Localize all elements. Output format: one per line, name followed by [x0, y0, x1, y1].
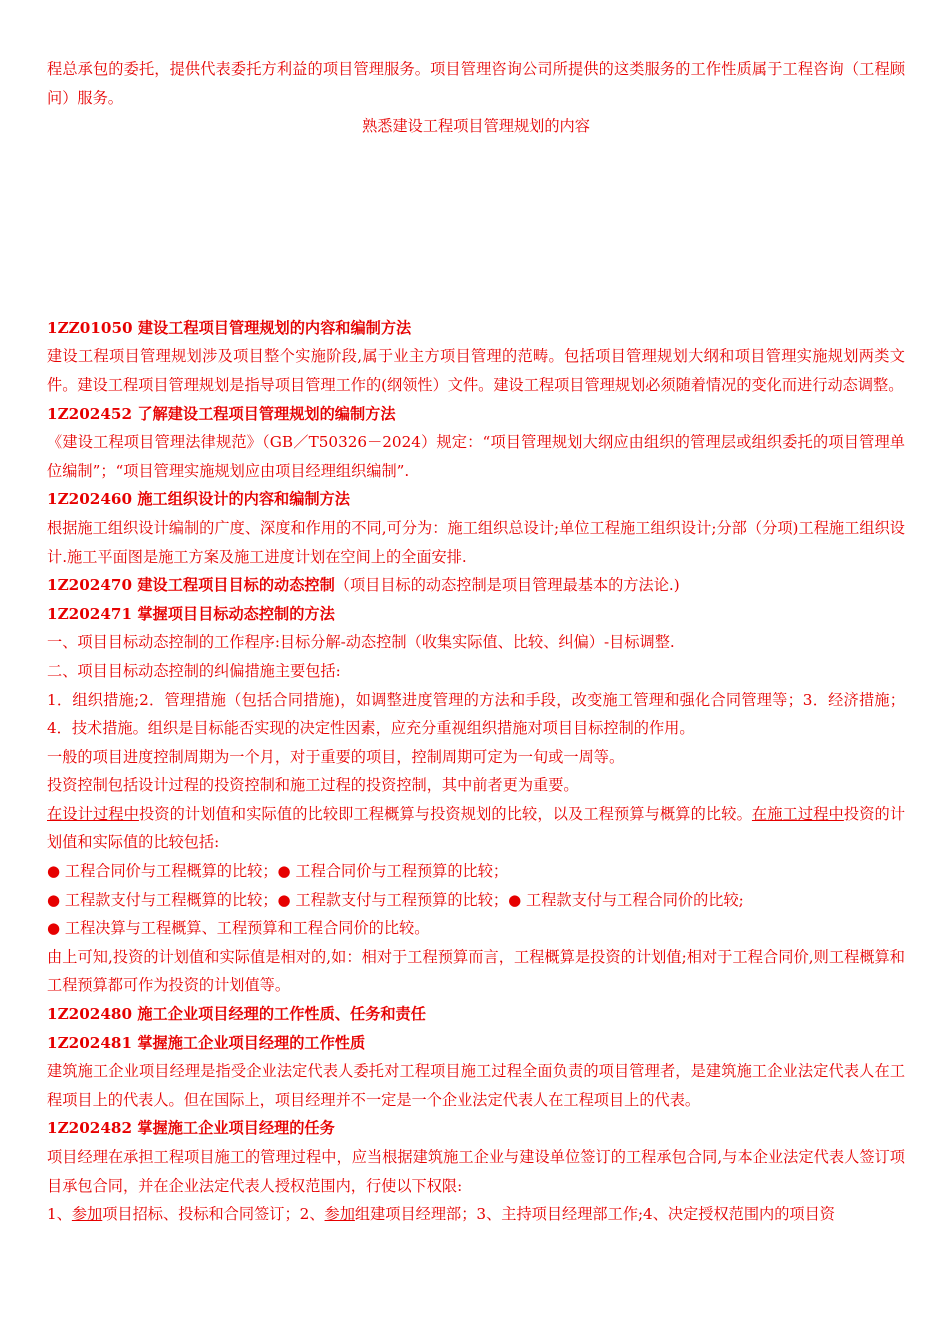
- bullet-line-3: [47, 914, 905, 943]
- paragraph-correction-measures-intro: 二、项目目标动态控制的纠偏措施主要包括:: [47, 661, 341, 680]
- bullet-icon: ●: [47, 890, 61, 909]
- bullet-icon: ●: [47, 919, 61, 938]
- paragraph-investment-comparison: [47, 800, 905, 857]
- powers-text-3: 组建项目经理部；3、主持项目经理部工作;4、决定授权范围内的项目资: [354, 1205, 835, 1224]
- heading-1z202480: 1Z202480 施工企业项目经理的工作性质、任务和责任: [47, 1005, 426, 1024]
- powers-text-1: 1、: [47, 1205, 72, 1224]
- comparison-text-1: 投资的计划值和实际值的比较即工程概算与投资规划的比较，以及工程预算与概算的比较。: [138, 804, 752, 823]
- bullet-item: 工程合同价与工程概算的比较；: [60, 862, 278, 881]
- paragraph-manager-tasks: 项目经理在承担工程项目施工的管理过程中，应当根据建筑施工企业与建设单位签订的工程承包合同,与本企业法定代表人签订项目承包合同，并在企业法定代表人授权范围内，行使以下权限:: [47, 1148, 905, 1195]
- paragraph-construction-design: 根据施工组织设计编制的广度、深度和作用的不同,可分为：施工组织总设计;单位工程施工组织设计;分部（分项)工程施工组织设计.施工平面图是施工方案及施工进度计划在空间上的全面安排.: [47, 518, 905, 566]
- paragraph-control-procedure: 一、项目目标动态控制的工作程序:目标分解-动态控制（收集实际值、比较、纠偏）-目标调整.: [47, 633, 675, 652]
- bullet-item: 工程合同价与工程预算的比较；: [290, 862, 509, 881]
- heading-1z202470: 1Z202470 建设工程项目目标的动态控制: [47, 576, 335, 595]
- bullet-icon: ●: [277, 862, 291, 881]
- heading-1z202470-line: [47, 571, 905, 600]
- heading-1z202460: 1Z202460 施工组织设计的内容和编制方法: [47, 490, 350, 509]
- bullet-item: 工程款支付与工程概算的比较；: [60, 890, 278, 909]
- bullet-line-2: [47, 886, 905, 915]
- bullet-line-1: [47, 857, 905, 886]
- underline-participate-1: 参加: [71, 1205, 103, 1224]
- heading-1z202481: 1Z202481 掌握施工企业项目经理的工作性质: [47, 1033, 366, 1052]
- paragraph-investment-control: 投资控制包括设计过程的投资控制和施工过程的投资控制，其中前者更为重要。: [47, 776, 579, 795]
- paragraph-correction-measures: 1．组织措施;2．管理措施（包括合同措施)，如调整进度管理的方法和手段，改变施工管理和强化合同管理等；3．经济措施；4．技术措施。组织是目标能否实现的决定性因素，应充分重视组织措施对项目目标控制的作用。: [47, 690, 905, 738]
- heading-1z202471: 1Z202471 掌握项目目标动态控制的方法: [47, 604, 335, 623]
- heading-1z202482: 1Z202482 掌握施工企业项目经理的任务: [47, 1119, 335, 1138]
- underline-construction-process: 在施工过程中: [751, 804, 844, 823]
- paragraph-control-period: 一般的项目进度控制周期为一个月，对于重要的项目，控制周期可定为一旬或一周等。: [47, 747, 625, 766]
- heading-1z202470-note: （项目目标的动态控制是项目管理最基本的方法论.): [334, 576, 680, 595]
- section-subtitle: 熟悉建设工程项目管理规划的内容: [362, 117, 590, 136]
- paragraph-planning-standard: 《建设工程项目管理法律规范》（GB／T50326－2024）规定：“项目管理规划大纲应由组织的管理层或组织委托的项目管理单位编制”；“项目管理实施规划应由项目经理组织编制”.: [47, 433, 905, 480]
- paragraph-manager-nature: 建筑施工企业项目经理是指受企业法定代表人委托对工程项目施工过程全面负责的项目管理者，是建筑施工企业法定代表人在工程项目上的代表人。但在国际上，项目经理并不一定是一个企业法定代表人在工程项目上的代表。: [47, 1062, 905, 1109]
- blank-space: [47, 141, 905, 314]
- powers-text-2: 项目招标、投标和合同签订；2、: [102, 1205, 325, 1224]
- bullet-icon: ●: [277, 890, 291, 909]
- bullet-item: 工程决算与工程概算、工程预算和工程合同价的比较。: [60, 919, 430, 938]
- paragraph-relative-values: 由上可知,投资的计划值和实际值是相对的,如：相对于工程预算而言，工程概算是投资的计划值;相对于工程合同价,则工程概算和工程预算都可作为投资的计划值等。: [47, 947, 905, 995]
- bullet-icon: ●: [47, 862, 61, 881]
- bullet-item: 工程款支付与工程合同价的比较;: [521, 890, 744, 909]
- underline-participate-2: 参加: [324, 1205, 355, 1224]
- underline-design-process: 在设计过程中: [47, 804, 139, 823]
- bullet-icon: ●: [508, 890, 522, 909]
- heading-1z202452: 1Z202452 了解建设工程项目管理规划的编制方法: [47, 404, 396, 423]
- bullet-item: 工程款支付与工程预算的比较；: [290, 890, 509, 909]
- heading-1zz01050: 1ZZ01050 建设工程项目管理规划的内容和编制方法: [47, 318, 412, 337]
- document-page: [47, 55, 905, 1229]
- paragraph-manager-powers: [47, 1200, 905, 1229]
- intro-paragraph: 程总承包的委托，提供代表委托方利益的项目管理服务。项目管理咨询公司所提供的这类服务的工作性质属于工程咨询（工程顾问）服务。: [47, 60, 905, 107]
- paragraph-planning-scope: 建设工程项目管理规划涉及项目整个实施阶段,属于业主方项目管理的范畴。包括项目管理规划大纲和项目管理实施规划两类文件。建设工程项目管理规划是指导项目管理工作的(纲领性）文件。建设工程项目管理规划必须随着情况的变化而进行动态调整。: [47, 347, 905, 394]
- comparison-text-2: 投资的计划值和实际值的比较包括:: [47, 804, 906, 852]
